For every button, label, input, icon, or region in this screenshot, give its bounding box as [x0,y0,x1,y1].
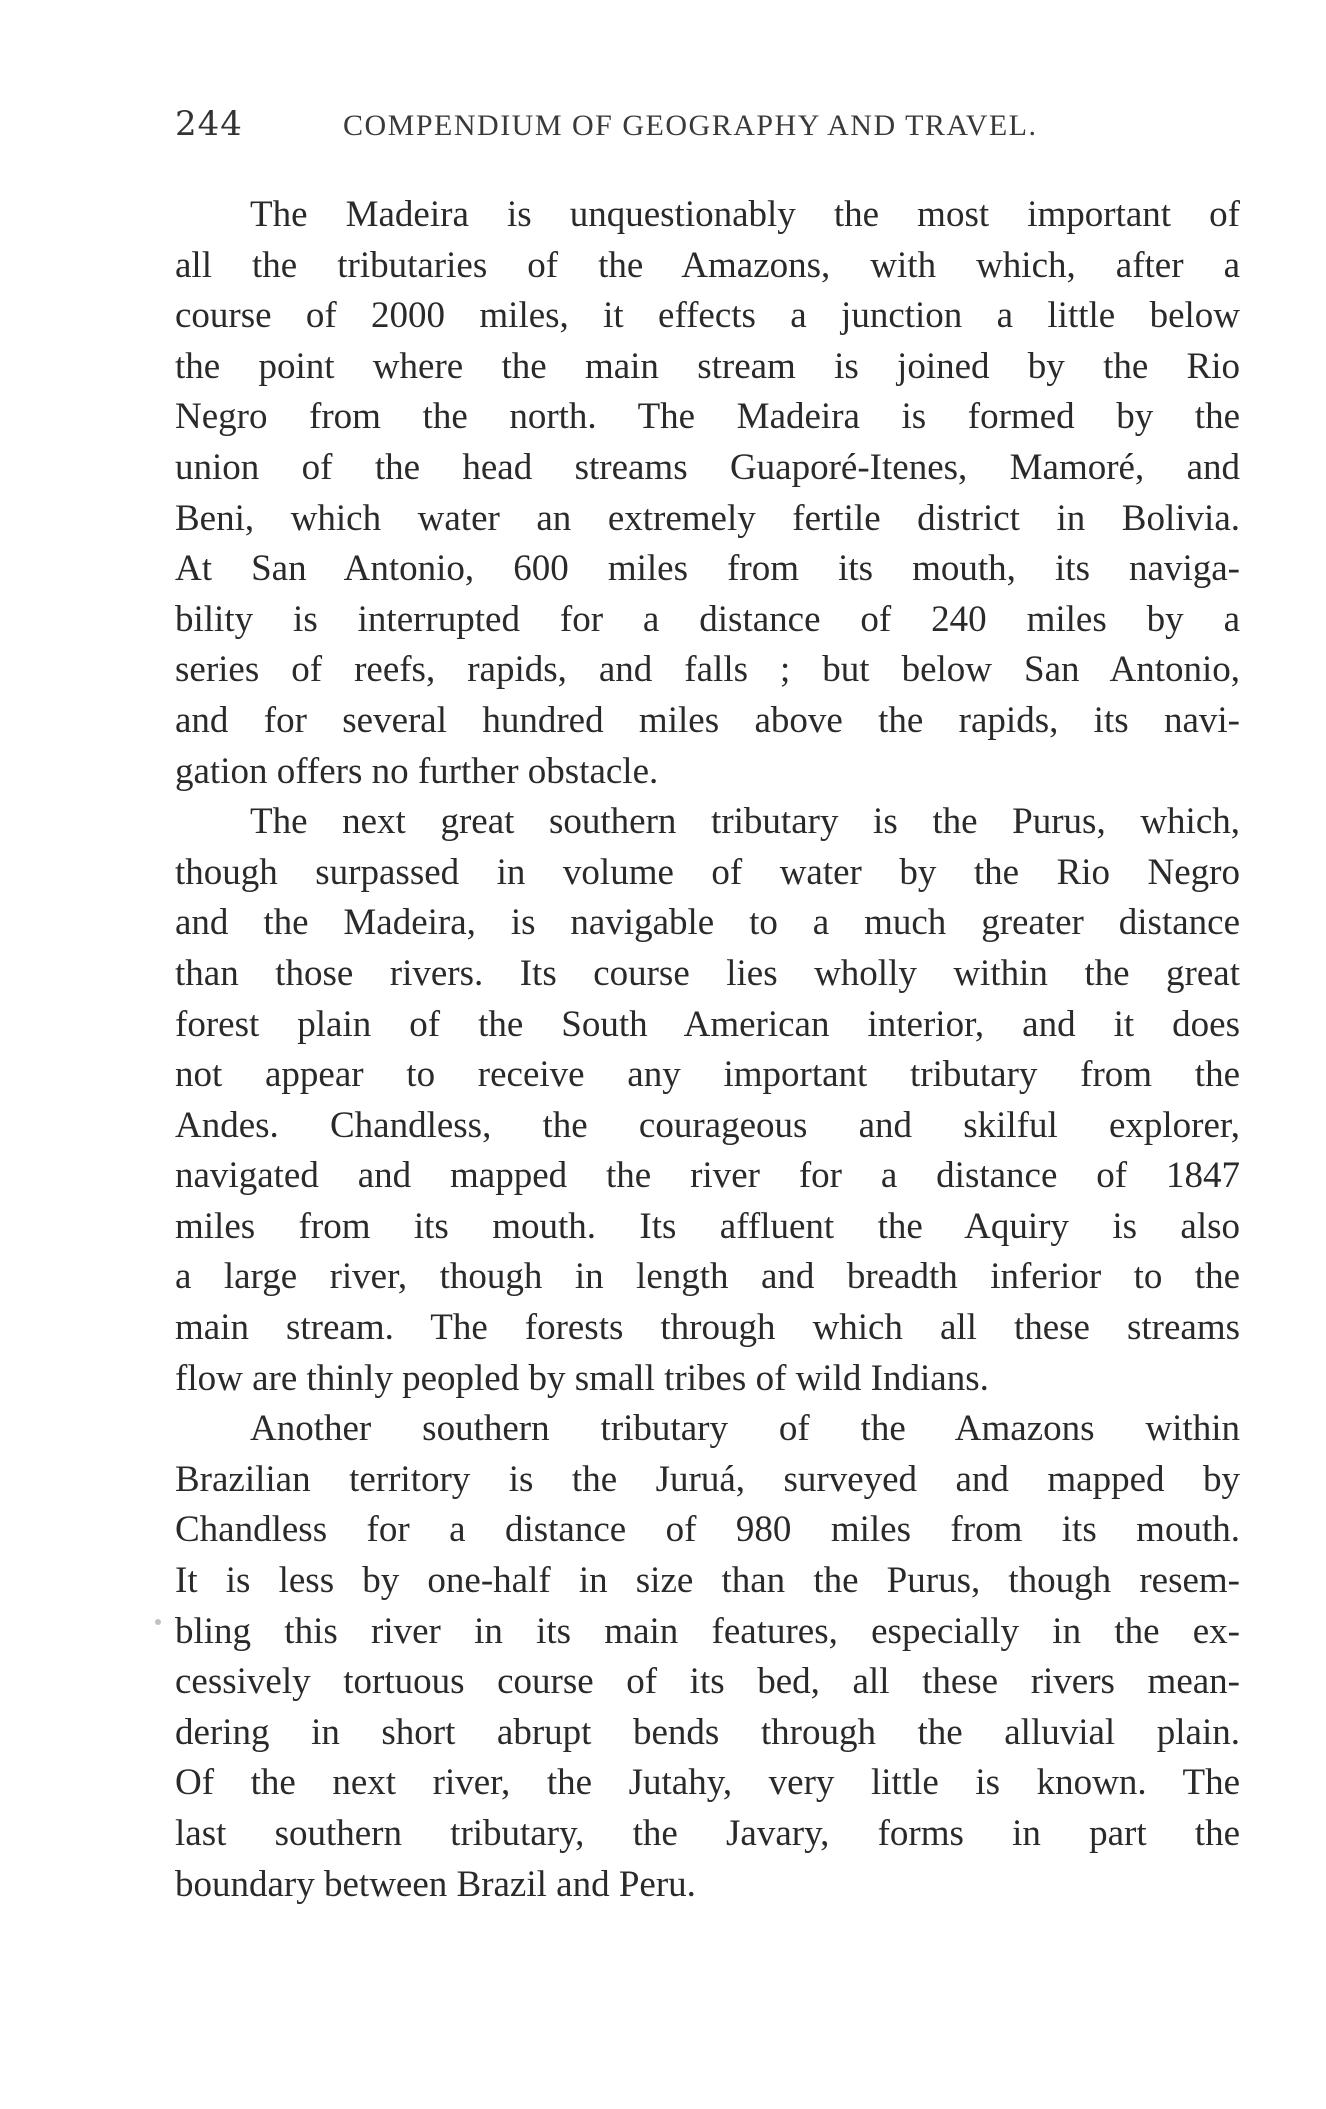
text-line: Chandless for a distance of 980 miles from its mouth. [175,1509,1240,1551]
text-line: forest plain of the South American interior, and it does [175,1003,1240,1045]
text-line: Another southern tributary of the Amazons within [250,1408,1240,1450]
running-head [175,104,1240,144]
text-line: boundary between Brazil and Peru. [175,1863,696,1905]
text-line: miles from its mouth. Its affluent the Aquiry is also [175,1205,1240,1247]
text-line: union of the head streams Guaporé-Itenes, Mamoré, and [175,446,1240,488]
text-line: The Madeira is unquestionably the most important of [250,194,1240,235]
body-text [175,190,1240,1910]
text-line: not appear to receive any important tributary from the [175,1054,1240,1096]
text-line: series of reefs, rapids, and falls ; but below San Antonio, [175,649,1240,691]
text-line: flow are thinly peopled by small tribes of wild Indians. [175,1357,989,1399]
text-line: Negro from the north. The Madeira is formed by the [175,396,1240,438]
paragraph-purus [175,797,1240,1404]
text-line: navigated and mapped the river for a distance of 1847 [175,1155,1240,1197]
text-line: and the Madeira, is navigable to a much greater distance [175,902,1240,944]
page-number: 244 [175,104,243,144]
text-line: It is less by one-half in size than the Purus, though resem- [175,1560,1240,1602]
paragraph-jurua [175,1404,1240,1910]
paragraph-madeira [175,190,1240,797]
text-line: At San Antonio, 600 miles from its mouth, its naviga- [175,548,1240,590]
text-line: and for several hundred miles above the rapids, its navi- [175,699,1240,741]
text-line: main stream. The forests through which all these streams [175,1307,1240,1349]
running-title: COMPENDIUM OF GEOGRAPHY AND TRAVEL. [343,109,1038,142]
text-line: Beni, which water an extremely fertile district in Bolivia. [175,497,1240,539]
text-line: a large river, though in length and breadth inferior to the [175,1256,1240,1298]
text-line: cessively tortuous course of its bed, all these rivers mean- [175,1661,1240,1703]
text-line: gation offers no further obstacle. [175,750,659,792]
text-line: the point where the main stream is joined by the Rio [175,345,1240,387]
text-line: bility is interrupted for a distance of 240 miles by a [175,598,1240,640]
text-line: though surpassed in volume of water by the Rio Negro [175,851,1240,893]
text-line: last southern tributary, the Javary, forms in part the [175,1813,1240,1854]
margin-dot [155,1619,161,1625]
text-line: Andes. Chandless, the courageous and skilful explorer, [175,1104,1240,1146]
text-line: than those rivers. Its course lies wholly within the great [175,952,1240,994]
text-line: all the tributaries of the Amazons, with which, after a [175,244,1240,286]
text-line: Of the next river, the Jutahy, very little is known. The [175,1762,1240,1804]
text-line: The next great southern tributary is the Purus, which, [250,801,1240,843]
text-line: dering in short abrupt bends through the alluvial plain. [175,1711,1240,1753]
text-line: Brazilian territory is the Juruá, surveyed and mapped by [175,1458,1240,1500]
text-line: course of 2000 miles, it effects a junction a little below [175,295,1240,337]
text-line: bling this river in its main features, especially in the ex- [175,1610,1240,1652]
